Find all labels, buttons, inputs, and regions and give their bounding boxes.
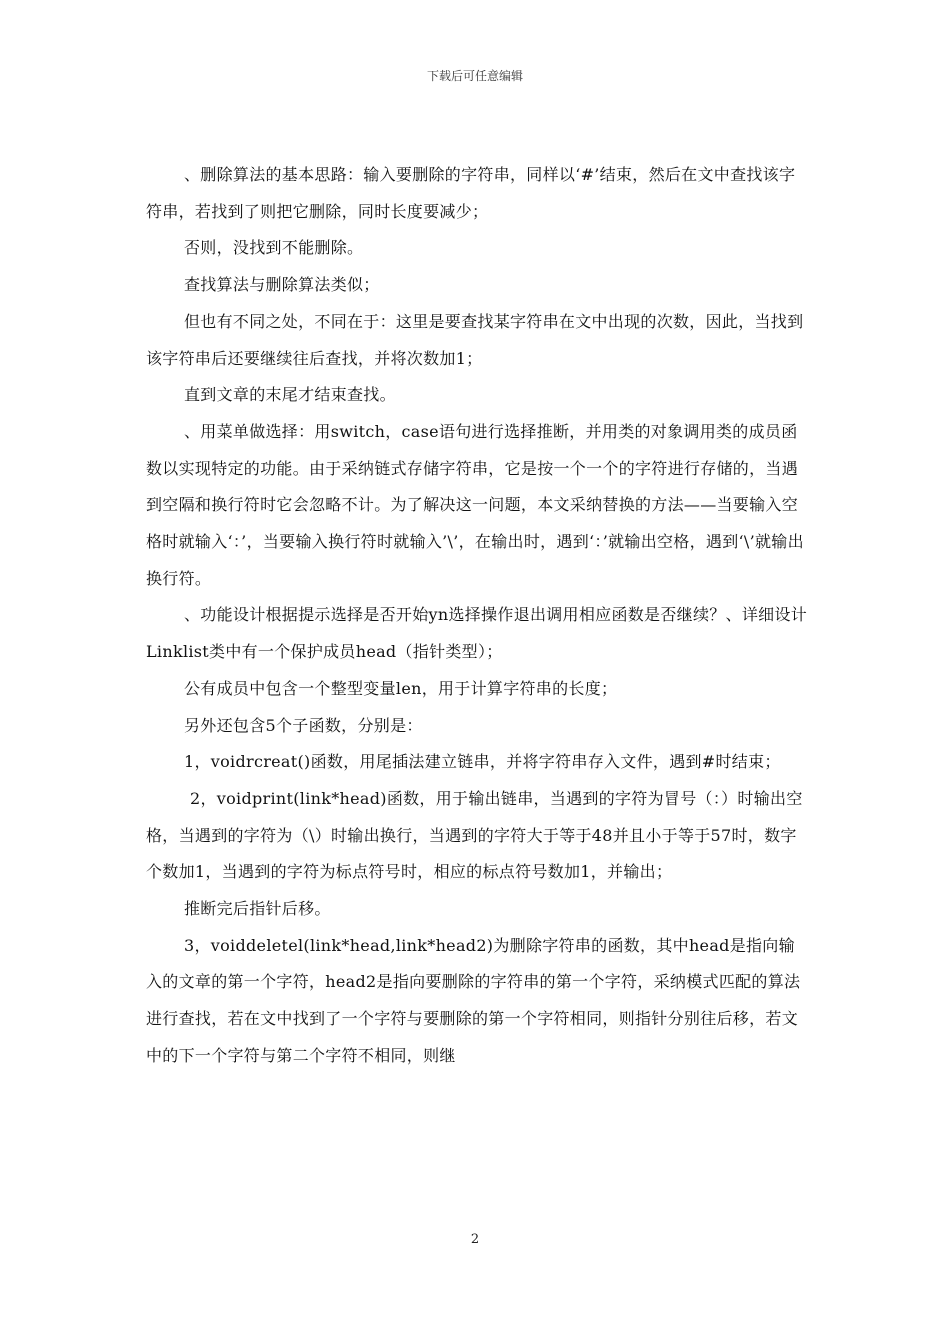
body-paragraph: 直到文章的末尾才结束查找。 bbox=[184, 385, 396, 405]
body-paragraph: 2，voidprint(link*head)函数，用于输出链串，当遇到的字符为冒号（：）时输出空格，当遇到的字符为（\）时输出换行，当遇到的字符大于等于48并且小于等于57时，数字个数加1，当遇到的字符为标点符号时，相应的标点符号数加1，并输出； bbox=[146, 788, 803, 882]
body-paragraph: 、删除算法的基本思路：输入要删除的字符串，同样以‘#’结束，然后在文中查找该字符串，若找到了则把它删除，同时长度要减少； bbox=[146, 165, 796, 221]
body-paragraph: 公有成员中包含一个整型变量len，用于计算字符串的长度； bbox=[184, 678, 618, 698]
body-paragraph: 1，voidrcreat()函数，用尾插法建立链串，并将字符串存入文件，遇到#时结束； bbox=[184, 752, 781, 772]
body-paragraph: 3，voiddeletel(link*head,link*head2)为删除字符串的函数，其中head是指向输入的文章的第一个字符，head2是指向要删除的字符串的第一个字符，采纳模式匹配的算法进行查找，若在文中找到了一个字符与要删除的第一个字符相同，则指针分别往后移，若文中的下一个字符与第二个字符不相同，则继 bbox=[146, 935, 801, 1065]
page-number: 2 bbox=[470, 1232, 480, 1247]
body-paragraph: 推断完后指针后移。 bbox=[184, 899, 331, 919]
body-paragraph: 但也有不同之处，不同在于：这里是要查找某字符串在文中出现的次数，因此，当找到该字符串后还要继续往后查找，并将次数加1； bbox=[146, 311, 804, 368]
body-paragraph: 另外还包含5个子函数，分别是： bbox=[184, 715, 423, 735]
body-paragraph: 否则，没找到不能删除。 bbox=[184, 238, 364, 258]
document-body bbox=[146, 157, 810, 1075]
body-paragraph: 、用菜单做选择：用switch，case语句进行选择推断，并用类的对象调用类的成员函数以实现特定的功能。由于采纳链式存储字符串，它是按一个一个的字符进行存储的，当遇到空隔和换行符时它会忽略不计。为了解决这一问题，本文采纳替换的方法——当要输入空格时就输入‘：’，当要输入换行符时就输入’\’，在输出时，遇到‘：’就输出空格，遇到‘\’就输出换行符。 bbox=[146, 421, 804, 588]
body-paragraph: 、功能设计根据提示选择是否开始yn选择操作退出调用相应函数是否继续？、详细设计Linklist类中有一个保护成员head（指针类型）； bbox=[146, 605, 808, 662]
body-paragraph: 查找算法与删除算法类似； bbox=[184, 275, 380, 295]
page-header: 下载后可任意编辑 bbox=[426, 69, 523, 83]
